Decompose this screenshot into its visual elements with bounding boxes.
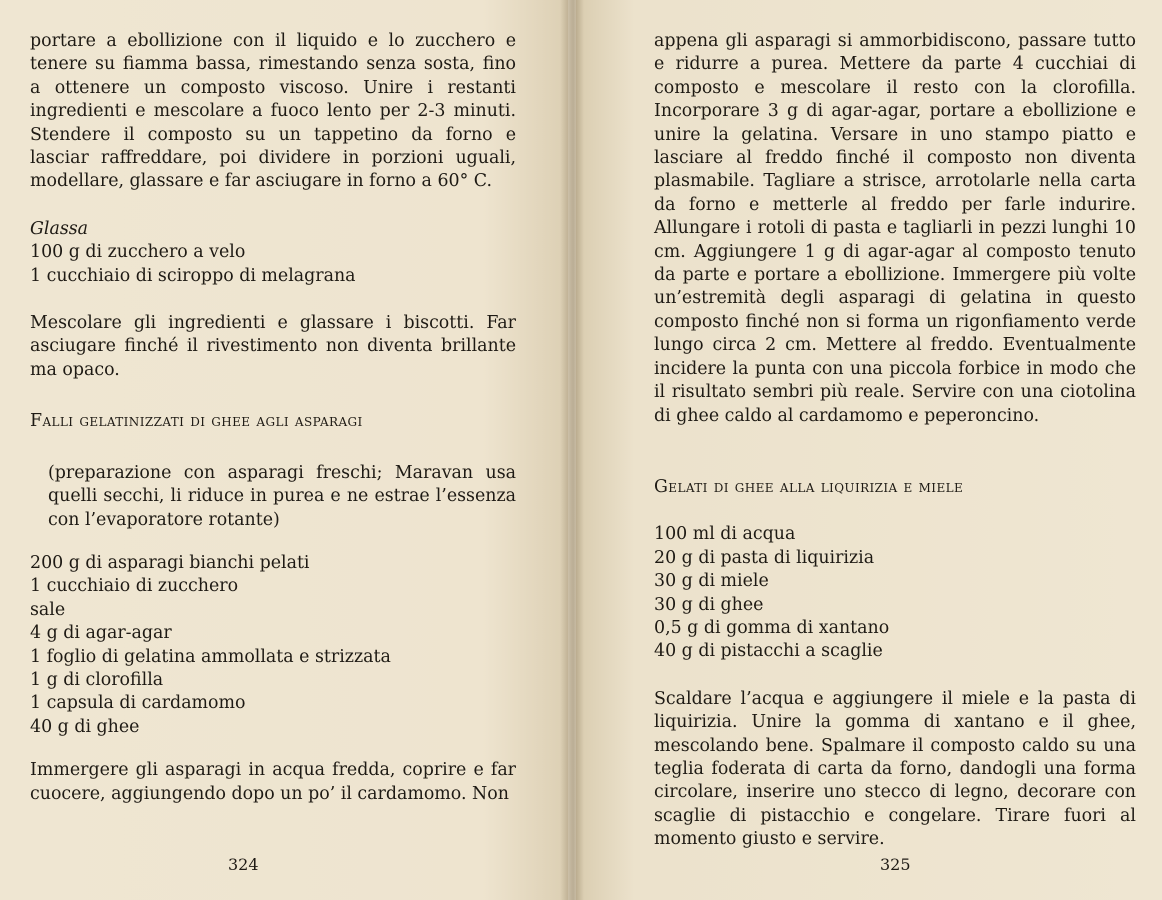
list-item: 30 g di miele [654, 571, 769, 592]
ingredients-list [30, 552, 516, 739]
right-text-column [654, 30, 1136, 852]
page-number: 324 [228, 855, 259, 874]
method-continued: appena gli asparagi si ammorbidiscono, passare tutto e ridurre a purea. Mettere da parte 4 cucchiai di composto e mescolare il resto con la clorofilla. Incorporare 3 g di agar-agar, portare a ebollizione e unire la gelatina. Versare in uno stampo piatto e lasciare al freddo finché il composto non diventa plasmabile. Tagliare a strisce, arrotolarle nella carta da forno e metterle al freddo per farle indurire. Allungare i rotoli di pasta e tagliarli in pezzi lunghi 10 cm. Aggiungere 1 g di agar-agar al composto tenuto da parte e portare a ebollizione. Immergere più volte un’estremità degli asparagi di gelatina in questo composto finché non si forma un rigonfiamento verde lungo circa 2 cm. Mettere al freddo. Eventualmente incidere la punta con una piccola forbice in modo che il risultato sembri più reale. Servire con una ciotolina di ghee caldo al cardamomo e peperoncino. [654, 31, 1136, 426]
list-item: 20 g di pasta di liquirizia [654, 547, 875, 568]
list-item: 1 cucchiaio di zucchero [30, 576, 239, 597]
list-item: 4 g di agar-agar [30, 623, 172, 644]
list-item: 1 foglio di gelatina ammollata e strizzata [30, 646, 391, 667]
method: Scaldare l’acqua e aggiungere il miele e la pasta di liquirizia. Unire la gomma di xantano e il ghee, mescolando bene. Spalmare il composto caldo su una teglia foderata di carta da forno, dandogli una forma circolare, inserire uno stecco di legno, decorare con scaglie di pistacchio e congelare. Tirare fuori al momento giusto e servire. [654, 688, 1136, 850]
list-item: 30 g di ghee [654, 594, 764, 615]
list-item: 0,5 g di gomma di xantano [654, 617, 890, 638]
recipe-title: Falli gelatinizzati di ghee agli asparagi [30, 411, 363, 432]
page-number: 325 [880, 855, 911, 874]
list-item: 40 g di pistacchi a scaglie [654, 641, 883, 662]
book-gutter [560, 0, 584, 900]
intro-paragraph: portare a ebollizione con il liquido e lo zucchero e tenere su fiamma bassa, rimestando senza sosta, fino a ottenere un composto viscoso. Unire i restanti ingredienti e mescolare a fuoco lento per 2-3 minuti. Stendere il composto su un tappetino da forno e lasciar raffreddare, poi dividere in porzioni uguali, modellare, glassare e far asciugare in forno a 60° C. [30, 31, 516, 192]
recipe-title: Gelati di ghee alla liquirizia e miele [654, 476, 964, 497]
left-text-column [30, 30, 516, 806]
glassa-title: Glassa [30, 218, 89, 239]
list-item: 1 cucchiaio di sciroppo di melagrana [30, 265, 356, 286]
list-item: 1 g di clorofilla [30, 669, 164, 690]
ingredients-list [654, 523, 1136, 663]
list-item: sale [30, 599, 66, 620]
list-item: 40 g di ghee [30, 716, 140, 737]
glassa-method: Mescolare gli ingredienti e glassare i biscotti. Far asciugare finché il rivestimento non diventa brillante ma opaco. [30, 313, 516, 380]
list-item: 100 ml di acqua [654, 524, 796, 545]
glassa-ingredients-list [30, 241, 516, 288]
list-item: 1 capsula di cardamomo [30, 693, 246, 714]
list-item: 100 g di zucchero a velo [30, 242, 246, 263]
recipe-note: (preparazione con asparagi freschi; Maravan usa quelli secchi, li riduce in purea e ne estrae l’essenza con l’evaporatore rotante) [48, 462, 516, 530]
right-page [576, 0, 1162, 900]
list-item: 200 g di asparagi bianchi pelati [30, 552, 310, 573]
method-start: Immergere gli asparagi in acqua fredda, coprire e far cuocere, aggiungendo dopo un po’ il cardamomo. Non [30, 760, 516, 804]
left-page [0, 0, 568, 900]
